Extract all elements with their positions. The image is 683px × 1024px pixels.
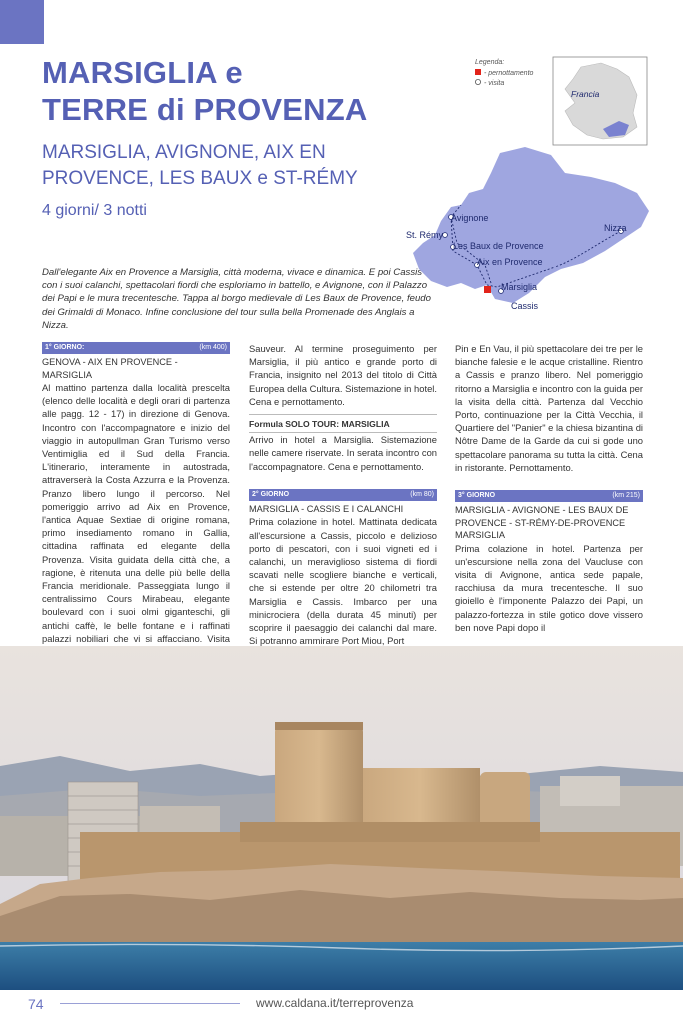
page-subtitle xyxy=(42,140,358,192)
day1-text-continued: Sauveur. Al termine proseguimento per Marsiglia, il più antico e grande porto di Francia, insignito nel 2013 del titolo di Città Europea della Cultura. Sistemazione in hotel. Cena e pernottamento. xyxy=(249,343,437,407)
footer-url[interactable]: www.caldana.it/terreprovenza xyxy=(256,996,414,1010)
title-line-2: TERRE di PROVENZA xyxy=(42,92,368,127)
day2-header xyxy=(249,489,437,501)
map-label-nizza: Nizza xyxy=(604,223,627,233)
map-label-marsiglia: Marsiglia xyxy=(501,282,538,292)
day2-text: Prima colazione in hotel. Mattinata dedicata all'escursione a Cassis, piccolo e delizioso porto di pescatori, con i suoi vigneti ed i calanchi, un meraviglioso sistema di fiordi scavati nelle scogliere bianche e verticali, che si estende per oltre 20 chilometri tra Marsiglia e Cassis. Imbarco per una minicrociera (della durata 45 minuti) per scoprire il paesaggio dei calanchi dal mare. Si potranno ammirare Port Miou, Port xyxy=(249,516,437,647)
day2-km: (km 80) xyxy=(410,490,434,498)
legend-overnight-label: - pernottamento xyxy=(484,70,534,77)
map-label-avignone: Avignone xyxy=(451,213,489,223)
solo-tour-text: Arrivo in hotel a Marsiglia. Sistemazione nelle camere riservate. In serata incontro con l'accompagnatore. Cena e pernottamento. xyxy=(249,434,437,472)
column-2 xyxy=(249,342,437,647)
day3-header xyxy=(455,490,643,502)
legend-overnight-marker xyxy=(475,69,481,75)
map-overnight-marsiglia xyxy=(484,286,491,293)
day2-label: 2° GIORNO xyxy=(252,490,290,498)
page-title xyxy=(42,54,367,128)
day2-text-continued: Pin e En Vau, il più spettacolare dei tre per le bianche falesie e le acque cristalline. Rientro a Cassis e pranzo libero. Nel pomeriggio ritorno a Marsiglia e incontro con la guida per la visita della città. Partenza dal Vecchio Porto, continuazione per la Città Vecchia, il Quartiere del "Panier" e la chiesa bizantina di Nôtre Dame de la Garde da cui si gode uno spettacolare panorama su tutta la città. Cena in ristorante. Pernottamento. xyxy=(455,343,644,473)
map-label-aix: Aix en Provence xyxy=(477,257,543,267)
day3-km: (km 215) xyxy=(612,492,640,500)
corner-accent xyxy=(0,0,44,44)
trip-duration: 4 giorni/ 3 notti xyxy=(42,202,147,219)
day1-route: GENOVA - AIX EN PROVENCE - MARSIGLIA xyxy=(42,357,178,380)
day3-route: MARSIGLIA - AVIGNONE - LES BAUX DE PROVENCE - ST-RÉMY-DE-PROVENCE MARSIGLIA xyxy=(455,505,629,541)
subtitle-line-1: MARSIGLIA, AVIGNONE, AIX EN xyxy=(42,142,326,163)
day1-header xyxy=(42,342,230,354)
solo-tour-header: Formula SOLO TOUR: MARSIGLIA xyxy=(249,414,437,433)
column-3 xyxy=(455,342,643,634)
intro-text: Dall'elegante Aix en Provence a Marsiglia, città moderna, vivace e dinamica. E poi Cassis con i suoi calanchi, spettacolari fiordi che esploriamo in battello, e Avignone, con il Palazzo dei Papi e le mura trecentesche. Tappa al borgo medievale di Les Baux de Provence, feudo dei Grimaldi di Monaco. Infine conclusione del tour sulla bella Promenade des Anglais a Nizza. xyxy=(42,267,431,331)
column-1 xyxy=(42,342,230,658)
legend-visit-label: - visita xyxy=(484,80,505,87)
day3-text: Prima colazione in hotel. Partenza per un'escursione nella zona del Vaucluse con visita di Avignone, antica sede papale, racchiusa da mura trecentesche. Il suo gioiello è l'imponente Palazzo dei Papi, un palazzo-fortezza in stile gotico dove vissero ben nove Papi dopo il xyxy=(455,542,643,633)
map-label-st-remy: St. Rémy xyxy=(406,230,444,240)
map-label-les-baux: Les Baux de Provence xyxy=(453,241,544,251)
route-map xyxy=(405,55,650,315)
day1-text: Al mattino partenza dalla località prescelta (elenco delle località e degli orari di partenza alle pagg. 12 - 17) in direzione di Genova. Incontro con l'accompagnatore e inizio del viaggio in autopullman Gran Turismo verso Ventimiglia ed il Sud della Francia. L'itinerario, interamente in autostrada, attraverserà la Costa Azzurra e la Provenza. Pranzo libero lungo il percorso. Nel pomeriggio arrivo ad Aix en Provence, l'antica Aquae Sextiae di origine romana, primo insediamento romano in Gallia, cittadina raffinata ed elegante della Provenza. Visita guidata della città che, a ragione, è ritenuta una delle più belle della Francia meridionale. Passeggiata lungo il centralissimo Cours Mirabeau, elegante boulevard con i suoi olmi giganteschi, gli antichi caffè, le belle fontane e i raffinati palazzi nobiliari che vi si affacciano. Visita xyxy=(42,382,230,644)
inset-label: Francia xyxy=(571,89,600,99)
day1-km: (km 400) xyxy=(199,344,227,351)
map-point-st-remy xyxy=(443,233,448,238)
chateau-dif-photo xyxy=(0,646,683,990)
map-label-cassis: Cassis xyxy=(511,301,539,311)
legend-title: Legenda: xyxy=(475,59,505,66)
france-inset xyxy=(553,57,647,145)
day3-label: 3° GIORNO xyxy=(458,492,496,500)
subtitle-line-2: PROVENCE, LES BAUX e ST-RÉMY xyxy=(42,168,358,189)
day2-route: MARSIGLIA - CASSIS E I CALANCHI xyxy=(249,503,404,514)
legend-visit-marker xyxy=(475,79,480,84)
page-number: 74 xyxy=(28,996,44,1012)
title-line-1: MARSIGLIA e xyxy=(42,55,243,90)
day1-label: 1° GIORNO: xyxy=(45,344,85,351)
footer-divider xyxy=(60,1003,240,1004)
